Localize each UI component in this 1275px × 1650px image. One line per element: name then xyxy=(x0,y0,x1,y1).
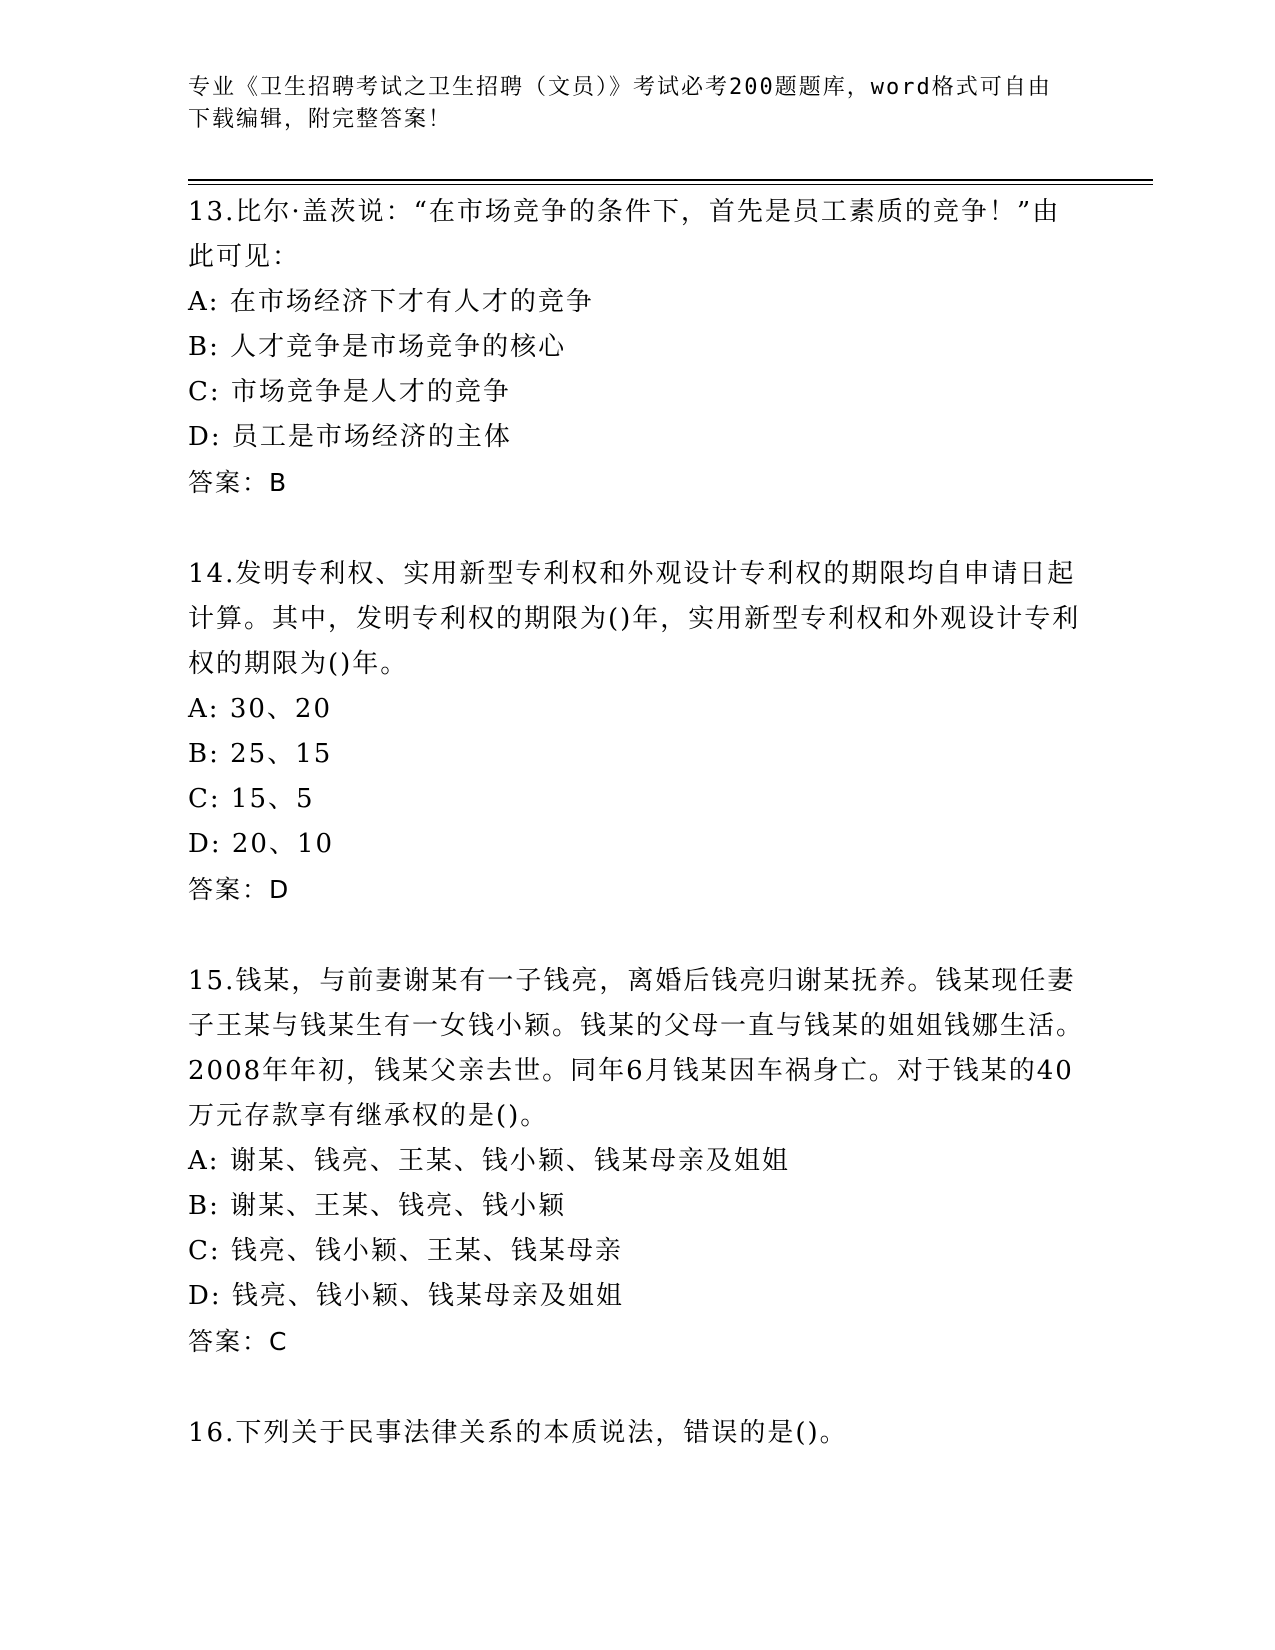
option-letter: B: xyxy=(188,739,220,769)
option-letter: B: xyxy=(188,1191,220,1221)
question-text: 14.发明专利权、实用新型专利权和外观设计专利权的期限均自申请日起计算。其中，发明专利权的期限为()年，实用新型专利权和外观设计专利权的期限为()年。 xyxy=(188,559,1081,679)
option-letter: A: xyxy=(188,694,220,724)
option-text: 25、15 xyxy=(230,739,333,769)
question-text: 16.下列关于民事法律关系的本质说法，错误的是()。 xyxy=(188,1418,848,1448)
option-text: 30、20 xyxy=(229,694,332,724)
option-d xyxy=(188,415,1088,460)
option-letter: C: xyxy=(188,784,221,814)
option-letter: C: xyxy=(188,1236,221,1266)
answer-label: 答案：B xyxy=(188,468,289,497)
option-b xyxy=(188,1184,1088,1229)
option-letter: A: xyxy=(188,1146,220,1176)
option-text: 15、5 xyxy=(230,784,315,814)
question-list xyxy=(188,190,1088,1502)
option-a xyxy=(188,280,1088,325)
option-text: 谢某、王某、钱亮、钱小颖 xyxy=(230,1191,567,1221)
header-divider-thick xyxy=(188,179,1153,181)
option-d xyxy=(188,1274,1088,1319)
option-letter: D: xyxy=(188,829,222,859)
answer-label: 答案：D xyxy=(188,875,291,904)
question-text: 15.钱某，与前妻谢某有一子钱亮，离婚后钱亮归谢某抚养。钱某现任妻子王某与钱某生有一女钱小颖。钱某的父母一直与钱某的姐姐钱娜生活。2008年年初，钱某父亲去世。同年6月钱某因车祸身亡。对于钱某的40万元存款享有继承权的是()。 xyxy=(188,966,1085,1131)
header-divider-thin xyxy=(188,184,1153,185)
option-text: 20、10 xyxy=(231,829,335,859)
option-text: 人才竞争是市场竞争的核心 xyxy=(230,332,567,362)
option-text: 钱亮、钱小颖、钱某母亲及姐姐 xyxy=(231,1281,624,1311)
question-16 xyxy=(188,1411,1088,1456)
option-text: 谢某、钱亮、王某、钱小颖、钱某母亲及姐姐 xyxy=(229,1146,790,1176)
option-c xyxy=(188,777,1088,822)
option-text: 在市场经济下才有人才的竞争 xyxy=(229,287,594,317)
option-a xyxy=(188,687,1088,732)
answer-label: 答案：C xyxy=(188,1327,289,1356)
option-text: 市场竞争是人才的竞争 xyxy=(230,377,511,407)
option-d xyxy=(188,822,1088,867)
question-text: 13.比尔·盖茨说：“在市场竞争的条件下，首先是员工素质的竞争！”由此可见： xyxy=(188,197,1061,272)
option-b xyxy=(188,325,1088,370)
option-letter: C: xyxy=(188,377,221,407)
option-text: 员工是市场经济的主体 xyxy=(231,422,512,452)
question-13 xyxy=(188,190,1088,506)
option-letter: D: xyxy=(188,422,222,452)
question-14 xyxy=(188,552,1088,913)
option-letter: D: xyxy=(188,1281,222,1311)
question-15 xyxy=(188,959,1088,1365)
option-c xyxy=(188,370,1088,415)
option-a xyxy=(188,1139,1088,1184)
option-text: 钱亮、钱小颖、王某、钱某母亲 xyxy=(230,1236,623,1266)
option-letter: B: xyxy=(188,332,220,362)
option-c xyxy=(188,1229,1088,1274)
option-letter: A: xyxy=(188,287,220,317)
document-intro: 专业《卫生招聘考试之卫生招聘（文员）》考试必考200题题库，word格式可自由下载编辑，附完整答案！ xyxy=(188,75,1052,132)
option-b xyxy=(188,732,1088,777)
